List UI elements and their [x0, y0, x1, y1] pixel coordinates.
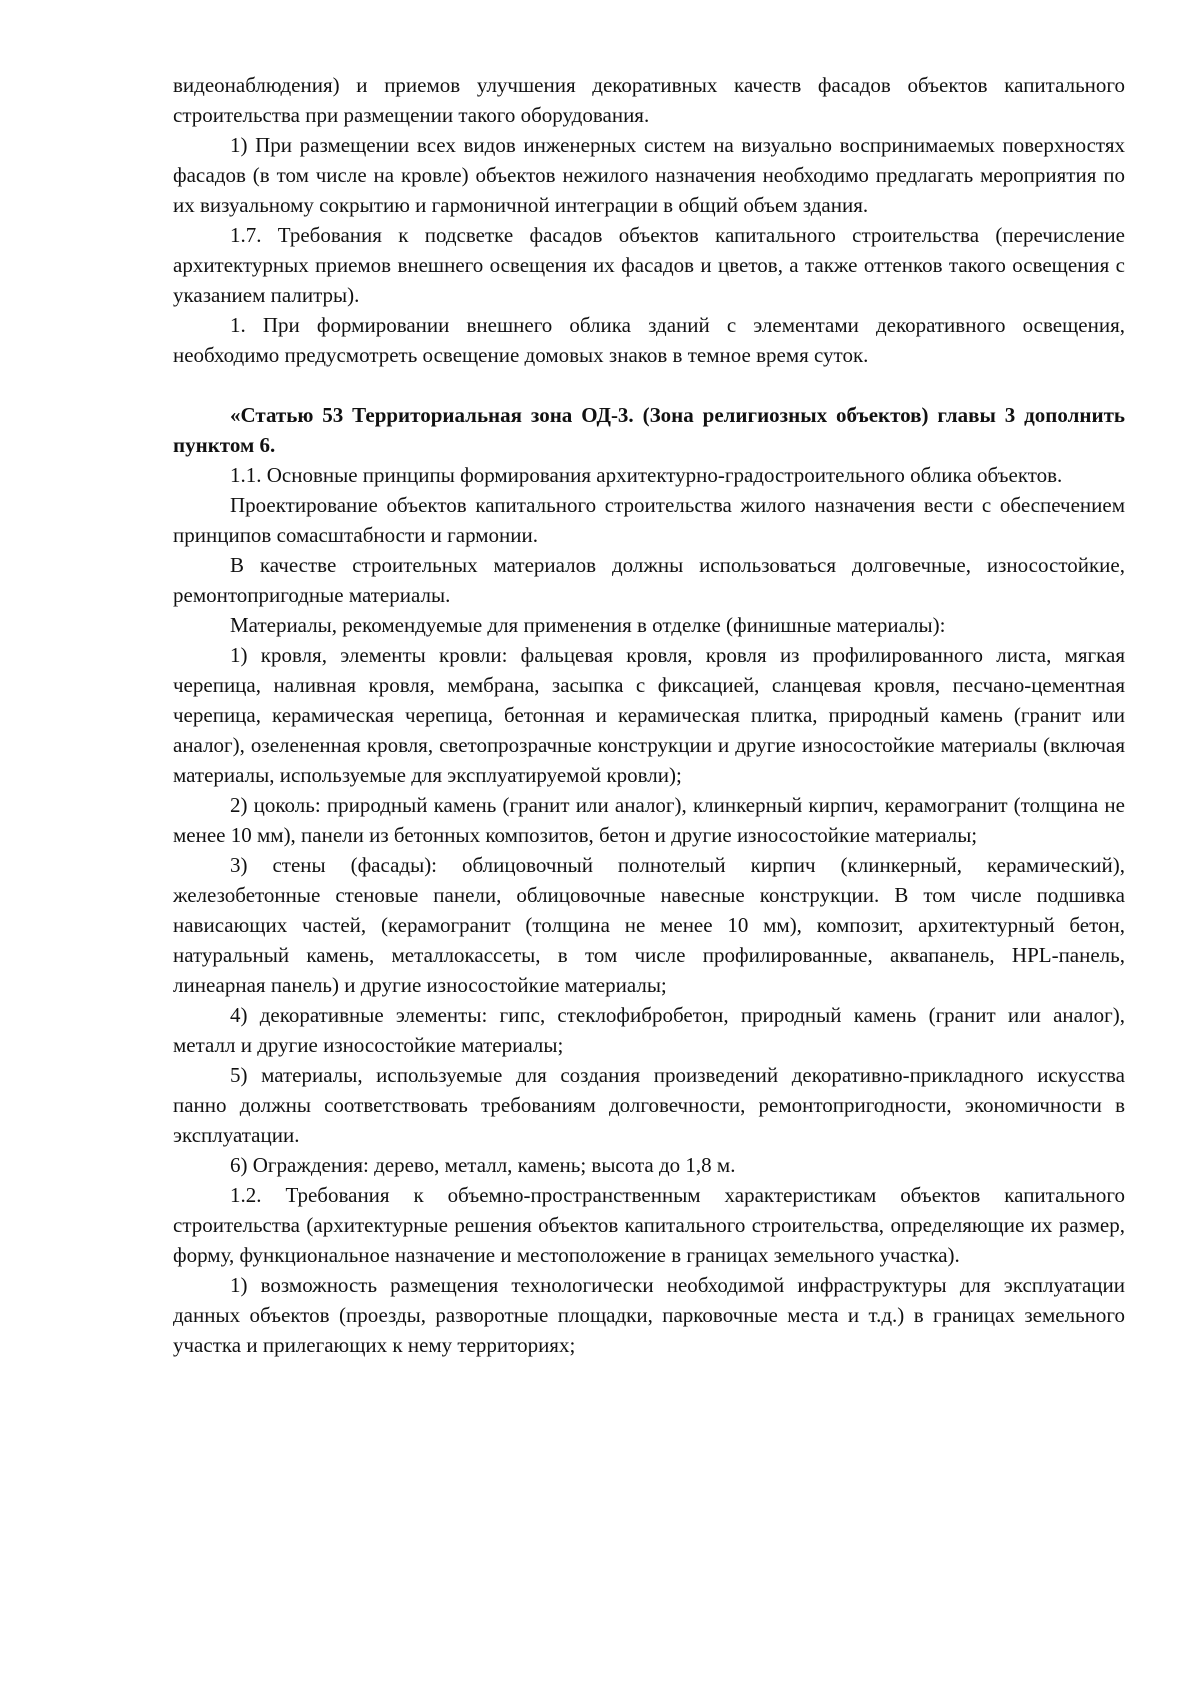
list-item-infrastructure: 1) возможность размещения технологически необходимой инфраструктуры для эксплуатации данных объектов (проезды, разворотные площадки, парковочные места и т.д.) в границах земельного участка и прилегающих к нему территориях;: [173, 1273, 1125, 1357]
list-item-walls: 3) стены (фасады): облицовочный полнотелый кирпич (клинкерный, керамический), железобетонные стеновые панели, облицовочные навесные конструкции. В том числе подшивка нависающих частей, (керамогранит (толщина не менее 10 мм), композит, архитектурный бетон, натуральный камень, металлокассеты, в том числе профилированные, аквапанель, HPL-панель, линеарная панель) и другие износостойкие материалы;: [173, 853, 1125, 997]
paragraph-volume-requirements: 1.2. Требования к объемно-пространственным характеристикам объектов капитального строительства (архитектурные решения объектов капитального строительства, определяющие их размер, форму, функциональное назначение и местоположение в границах земельного участка).: [173, 1183, 1125, 1267]
paragraph-decorative-lighting: 1. При формировании внешнего облика зданий с элементами декоративного освещения, необходимо предусмотреть освещение домовых знаков в темное время суток.: [173, 313, 1125, 367]
paragraph-engineering-systems: 1) При размещении всех видов инженерных систем на визуально воспринимаемых поверхностях фасадов (в том числе на кровле) объектов нежилого назначения необходимо предлагать мероприятия по их визуальному сокрытию и гармоничной интеграции в общий объем здания.: [173, 133, 1125, 217]
list-item-fences: 6) Ограждения: дерево, металл, камень; высота до 1,8 м.: [230, 1153, 736, 1177]
list-item-art-materials: 5) материалы, используемые для создания произведений декоративно-прикладного искусства панно должны соответствовать требованиям долговечности, ремонтопригодности, экономичности в эксплуатации.: [173, 1063, 1125, 1147]
document-page: [173, 70, 1125, 1360]
list-item-decorative-elements: 4) декоративные элементы: гипс, стеклофибробетон, природный камень (гранит или аналог), металл и другие износостойкие материалы;: [173, 1003, 1125, 1057]
section-gap: [173, 370, 1125, 400]
list-item-roofing: 1) кровля, элементы кровли: фальцевая кровля, кровля из профилированного листа, мягкая черепица, наливная кровля, мембрана, засыпка с фиксацией, сланцевая кровля, песчано-цементная черепица, керамическая черепица, бетонная и керамическая плитка, природный камень (гранит или аналог), озелененная кровля, светопрозрачные конструкции и другие износостойкие материалы (включая материалы, используемые для эксплуатируемой кровли);: [173, 643, 1125, 787]
paragraph-lighting-requirements: 1.7. Требования к подсветке фасадов объектов капитального строительства (перечисление архитектурных приемов внешнего освещения их фасадов и цветов, а также оттенков такого освещения с указанием палитры).: [173, 223, 1125, 307]
section-heading-article-53: «Статью 53 Территориальная зона ОД-3. (Зона религиозных объектов) главы 3 дополнить пунктом 6.: [173, 403, 1125, 457]
paragraph-finish-materials-intro: Материалы, рекомендуемые для применения в отделке (финишные материалы):: [230, 613, 946, 637]
paragraph-principles: 1.1. Основные принципы формирования архитектурно-градостроительного облика объектов.: [230, 463, 1063, 487]
paragraph-design-housing: Проектирование объектов капитального строительства жилого назначения вести с обеспечением принципов сомасштабности и гармонии.: [173, 493, 1125, 547]
list-item-plinth: 2) цоколь: природный камень (гранит или аналог), клинкерный кирпич, керамогранит (толщина не менее 10 мм), панели из бетонных композитов, бетон и другие износостойкие материалы;: [173, 793, 1125, 847]
paragraph-continuation: видеонаблюдения) и приемов улучшения декоративных качеств фасадов объектов капитального строительства при размещении такого оборудования.: [173, 73, 1125, 127]
paragraph-building-materials: В качестве строительных материалов должны использоваться долговечные, износостойкие, ремонтопригодные материалы.: [173, 553, 1125, 607]
